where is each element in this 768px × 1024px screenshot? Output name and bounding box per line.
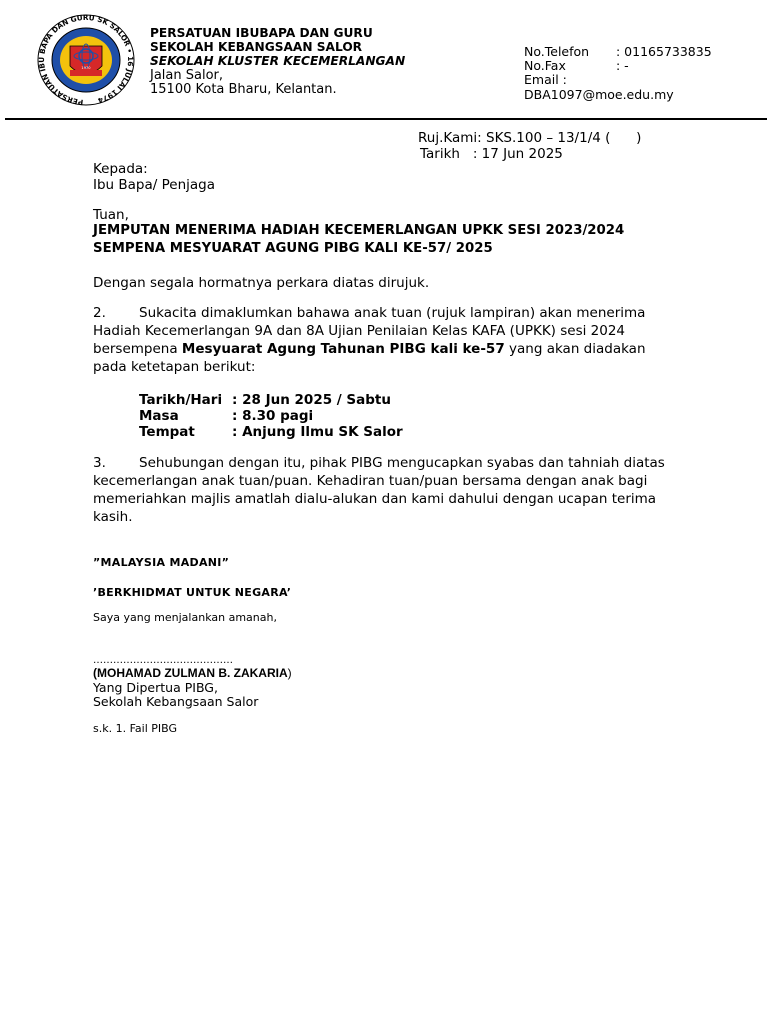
contact-phone (524, 45, 712, 59)
to-label: Kepada: (93, 161, 148, 177)
pibg-logo (30, 10, 142, 108)
letter-date: Tarikh : 17 Jun 2025 (420, 146, 563, 162)
paragraph-3 (93, 454, 683, 526)
signatory-position: Yang Dipertua PIBG, (93, 680, 218, 695)
email-value: DBA1097@moe.edu.my (524, 87, 674, 102)
phone-label: No.Telefon (524, 44, 590, 59)
amanah-line: Saya yang menjalankan amanah, (93, 611, 277, 624)
paragraph-3-text: Sehubungan dengan itu, pihak PIBG mengucapkan syabas dan tahniah diatas kecemerlangan anak tuan/puan. Kehadiran tuan/puan bersama dengan anak bagi memeriahkan majlis amatlah dialu-alukan dan kami dahului dengan ucapan terima kasih. (93, 455, 665, 525)
signatory-school: Sekolah Kebangsaan Salor (93, 694, 259, 709)
event-value: : 28 Jun 2025 / Sabtu (232, 392, 391, 408)
paragraph-3-number: 3. (93, 455, 106, 471)
event-key: Tempat (139, 424, 195, 440)
name-close-paren: ) (287, 666, 292, 680)
logo-ring-text: PERSATUAN IBU BAPA DAN GURU SK SALOR • 16 JULAI 1974 (37, 12, 136, 107)
fax-value: : - (616, 58, 629, 73)
paragraph-2 (93, 304, 683, 376)
fax-label: No.Fax (524, 58, 566, 73)
contact-fax (524, 59, 629, 73)
paragraph-2-text-a: Sukacita dimaklumkan bahawa anak tuan (rujuk lampiran) akan menerima Hadiah Kecemerlangan 9A dan 8A Ujian Penilaian Kelas KAFA (UPKK) sesi 2024 bersempena (93, 305, 646, 357)
to-value: Ibu Bapa/ Penjaga (93, 177, 216, 193)
phone-value: : 01165733835 (616, 44, 712, 59)
event-row-date (139, 392, 391, 408)
name-open-paren: ( (93, 666, 97, 680)
motto-1: ”MALAYSIA MADANI” (93, 556, 230, 569)
intro-paragraph: Dengan segala hormatnya perkara diatas dirujuk. (93, 275, 430, 291)
event-value: : 8.30 pagi (232, 408, 314, 424)
event-row-venue (139, 424, 403, 440)
paragraph-2-text-bold: Mesyuarat Agung Tahunan PIBG kali ke-57 (181, 341, 505, 357)
address-line-1: Jalan Salor, (150, 68, 224, 83)
school-name: SEKOLAH KEBANGSAAN SALOR (150, 40, 363, 54)
event-key: Masa (139, 408, 179, 424)
salutation: Tuan, (93, 207, 129, 223)
email-label: Email : (524, 72, 567, 87)
logo-year: 1970 (81, 66, 91, 70)
name-text: MOHAMAD ZULMAN B. ZAKARIA (97, 666, 288, 680)
school-tagline: SEKOLAH KLUSTER KECEMERLANGAN (150, 54, 406, 68)
signature-dots: …………………………………… (93, 655, 233, 666)
event-row-time (139, 408, 313, 424)
letter-title-line-1: JEMPUTAN MENERIMA HADIAH KECEMERLANGAN UPKK SESI 2023/2024 (93, 223, 625, 238)
paragraph-2-text-b: yang akan diadakan pada ketetapan berikut: (93, 341, 646, 375)
motto-2: ’BERKHIDMAT UNTUK NEGARA’ (93, 586, 292, 599)
carbon-copy: s.k. 1. Fail PIBG (93, 722, 178, 735)
letter-title-line-2: SEMPENA MESYUARAT AGUNG PIBG KALI KE-57/ 2025 (93, 241, 493, 256)
paragraph-2-number: 2. (93, 305, 106, 321)
event-value: : Anjung Ilmu SK Salor (232, 424, 403, 440)
reference-number: Ruj.Kami: SKS.100 – 13/1/4 ( ) (418, 130, 642, 146)
org-name: PERSATUAN IBUBAPA DAN GURU (150, 26, 373, 40)
signatory-name (93, 666, 292, 680)
event-key: Tarikh/Hari (139, 392, 223, 408)
address-line-2: 15100 Kota Bharu, Kelantan. (150, 82, 337, 97)
header-divider (5, 118, 767, 120)
